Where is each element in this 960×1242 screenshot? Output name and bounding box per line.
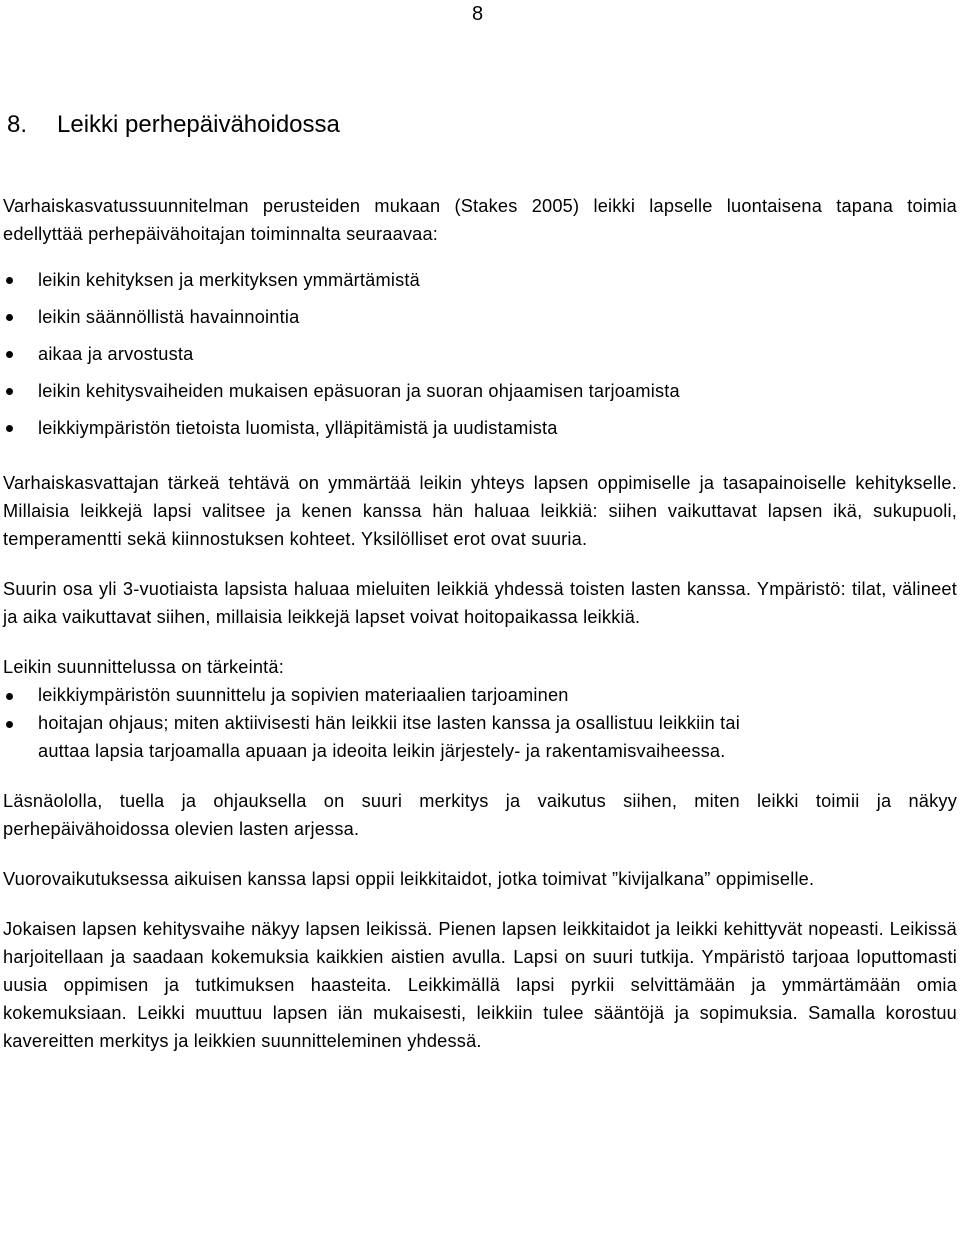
bullet-icon [6, 693, 13, 700]
section-title: Leikki perhepäivähoidossa [57, 111, 340, 138]
paragraph: Leikin suunnittelussa on tärkeintä: [3, 657, 284, 677]
list-item: leikkiympäristön tietoista luomista, ylläpitämistä ja uudistamista [3, 410, 957, 447]
requirements-list [3, 262, 957, 447]
bullet-icon [6, 351, 13, 358]
list-item: hoitajan ohjaus; miten aktiivisesti hän leikkii itse lasten kanssa ja osallistuu leikkiin tai auttaa lapsia tarjoamalla apuaan ja ideoita leikin järjestely- ja rakentamisvaiheessa. [3, 709, 957, 765]
paragraph: Varhaiskasvattajan tärkeä tehtävä on ymmärtää leikin yhteys lapsen oppimiselle ja tasapainoiselle kehitykselle. Millaisia leikkejä lapsi valitsee ja kenen kanssa hän haluaa leikkiä: siihen vaikuttavat lapsen ikä, sukupuoli, temperamentti sekä kiinnostuksen kohteet. Yksilölliset erot ovat suuria. [3, 473, 957, 549]
paragraph: Läsnäololla, tuella ja ohjauksella on suuri merkitys ja vaikutus siihen, miten leikki toimii ja näkyy perhepäivähoidossa olevien lasten arjessa. [3, 791, 957, 839]
bullet-icon [6, 721, 13, 728]
list-item: leikin kehityksen ja merkityksen ymmärtämistä [3, 262, 957, 299]
paragraph: Jokaisen lapsen kehitysvaihe näkyy lapsen leikissä. Pienen lapsen leikkitaidot ja leikki kehittyvät nopeasti. Leikissä harjoitellaan ja saadaan kokemuksia kaikkien aistien avulla. Lapsi on suuri tutkija. Ympäristö tarjoaa loputtomasti uusia oppimisen ja tutkimuksen haasteita. Leikkimällä lapsi pyrkii selvittämään ja ymmärtämään omia kokemuksiaan. Leikki muuttuu lapsen iän mukaisesti, leikkiin tulee sääntöjä ja sopimuksia. Samalla korostuu kavereitten merkitys ja leikkien suunnitteleminen yhdessä. [3, 919, 957, 1051]
bullet-icon [6, 425, 13, 432]
paragraph: Vuorovaikutuksessa aikuisen kanssa lapsi oppii leikkitaidot, jotka toimivat ”kivijalkana” oppimiselle. [3, 869, 815, 889]
list-item: leikin kehitysvaiheiden mukaisen epäsuoran ja suoran ohjaamisen tarjoamista [3, 373, 957, 410]
bullet-icon [6, 388, 13, 395]
planning-list [3, 681, 957, 765]
intro-paragraph: Varhaiskasvatussuunnitelman perusteiden mukaan (Stakes 2005) leikki lapselle luontaisena tapana toimia edellyttää perhepäivähoitajan toiminnalta seuraavaa: [3, 196, 957, 244]
page-number: 8 [472, 3, 484, 25]
bullet-icon [6, 314, 13, 321]
document-body [3, 192, 957, 1055]
list-item: aikaa ja arvostusta [3, 336, 957, 373]
bullet-icon [6, 277, 13, 284]
section-number: 8. [7, 111, 28, 138]
paragraph: Suurin osa yli 3-vuotiaista lapsista haluaa mieluiten leikkiä yhdessä toisten lasten kanssa. Ympäristö: tilat, välineet ja aika vaikuttavat siihen, millaisia leikkejä lapset voivat hoitopaikassa leikkiä. [3, 579, 957, 627]
list-item: leikin säännöllistä havainnointia [3, 299, 957, 336]
list-item: leikkiympäristön suunnittelu ja sopivien materiaalien tarjoaminen [3, 681, 957, 709]
section-heading [7, 110, 340, 140]
